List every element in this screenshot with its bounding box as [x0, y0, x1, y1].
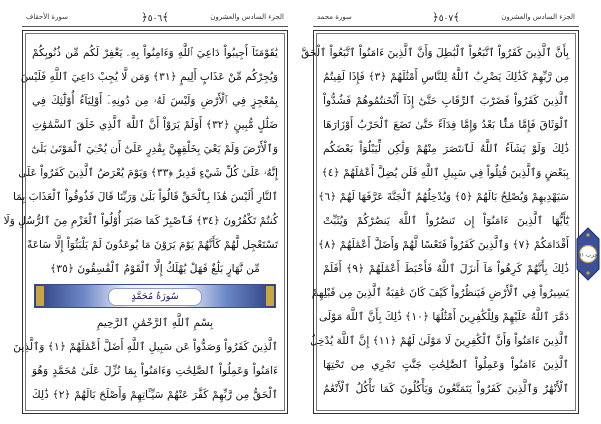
text-line: ءَامَنُواْ وَعَمِلُواْ ٱلصَّٰلِحَٰتِ وَءَامَنُواْ بِمَا نُزِّلَ عَلَىٰ مُحَمَّدٍ وَهُوَ — [32, 365, 278, 377]
text-line: أَقْدَامَكُمْ ﴿٧﴾ وَٱلَّذِينَ كَفَرُواْ فَتَعْسًا لَّهُمْ وَأَضَلَّ أَعْمَٰلَهُمْ ﴿٨﴾ — [318, 239, 569, 251]
text-line: كُنتُمْ تَكْفُرُونَ ﴿٣٤﴾ فَٱصْبِرْ كَمَا صَبَرَ أُوْلُواْ ٱلْعَزْمِ مِنَ ٱلرُّسُلِ وَلَا — [3, 215, 278, 227]
left-page-header — [22, 8, 288, 30]
left-header-surah: سورة الأحقاف — [26, 13, 68, 21]
text-line: تَسْتَعْجِل لَّهُمْ كَأَنَّهُمْ يَوْمَ يَرَوْنَ مَا يُوعَدُونَ لَمْ يَلْبَثُوٓاْ إِلَّا سَاعَةً — [27, 239, 278, 251]
right-page-number: ﴿٥٠٧﴾ — [432, 11, 460, 24]
left-text-block — [3, 41, 278, 407]
surah-title: سُورَةُ مُحَمَّدٍ — [108, 288, 202, 306]
text-line: دَمَّرَ ٱللَّهُ عَلَيْهِمْ وَلِلْكَٰفِرِينَ أَمْثَٰلُهَا ﴿١٠﴾ ذَٰلِكَ بِأَنَّ ٱللَّهَ مَوْلَى — [319, 311, 569, 323]
left-page-number: ﴿٥٠٦﴾ — [141, 11, 169, 24]
text-line: إِنَّهُۥ عَلَىٰ كُلِّ شَيْءٍ قَدِيرٌ ﴿٣٣﴾ وَيَوْمَ يُعْرَضُ ٱلَّذِينَ كَفَرُواْ عَلَى — [18, 167, 278, 179]
left-header-juz: الجزء السادس والعشرون — [210, 13, 284, 21]
text-line: يَٰقَوْمَنَآ أَجِيبُواْ دَاعِيَ ٱللَّهِ وَءَامِنُواْ بِهِۦ يَغْفِرْ لَكُم مِّن ذُنُوبِكُمْ — [32, 47, 278, 59]
medallion-dot — [586, 233, 589, 236]
medallion-dot — [586, 271, 589, 274]
left-page — [3, 8, 288, 414]
text-line: مِن رَّبِّهِمْ كَذَٰلِكَ يَضْرِبُ ٱللَّهُ لِلنَّاسِ أَمْثَٰلَهُمْ ﴿٣﴾ فَإِذَا لَقِيتُمُ — [323, 71, 569, 83]
text-line: مِّن نَّهَارٍ بَلَٰغٌ فَهَلْ يُهْلَكُ إِلَّا ٱلْقَوْمُ ٱلْفَٰسِقُونَ ﴿٣٥﴾ — [50, 263, 260, 275]
text-line: ٱلْحَقُّ مِن رَّبِّهِمْ كَفَّرَ عَنْهُمْ سَيِّـَٔاتِهِمْ وَأَصْلَحَ بَالَهُمْ ﴿٢﴾ ذَٰلِكَ — [32, 389, 278, 401]
text-line: ضَلَٰلٍ مُّبِينٍ ﴿٣٢﴾ أَوَلَمْ يَرَوْاْ أَنَّ ٱللَّهَ ٱلَّذِي خَلَقَ ٱلسَّمَٰوَٰتِ — [32, 119, 278, 131]
text-line: ٱلَّذِينَ كَفَرُواْ فَضَرْبَ ٱلرِّقَابِ حَتَّىٰٓ إِذَآ أَثْخَنتُمُوهُمْ فَشُدُّواْ — [323, 95, 569, 107]
text-line: ٱلَّذِينَ ءَامَنُواْ وَأَنَّ ٱلْكَٰفِرِينَ لَا مَوْلَىٰ لَهُمْ ﴿١١﴾ إِنَّ ٱللَّهَ يُدْخِلُ — [310, 335, 569, 347]
right-header-surah: سورة محمد — [317, 13, 352, 21]
banner-ornament — [36, 286, 44, 306]
surah-banner — [34, 284, 276, 308]
right-page — [301, 8, 579, 414]
hizb-label: حزب ٥١ — [578, 252, 598, 259]
left-text-frame — [3, 30, 288, 414]
header-rule — [313, 26, 579, 27]
banner-ornament — [266, 286, 274, 306]
text-line: ٱلَّذِينَ ءَامَنُواْ وَعَمِلُواْ ٱلصَّٰلِحَٰتِ جَنَّٰتٍ تَجْرِي مِن تَحْتِهَا — [323, 359, 569, 371]
right-page-header — [313, 8, 579, 30]
text-line: بِأَنَّ ٱلَّذِينَ كَفَرُواْ ٱتَّبَعُواْ ٱلْبَٰطِلَ وَأَنَّ ٱلَّذِينَ ءَامَنُواْ ٱتَّبَعُواْ ٱلْحَقَّ — [301, 47, 569, 59]
text-line: سَيَهْدِيهِمْ وَيُصْلِحُ بَالَهُمْ ﴿٥﴾ وَيُدْخِلُهُمُ ٱلْجَنَّةَ عَرَّفَهَا لَهُمْ ﴿٦﴾ — [318, 191, 569, 203]
text-line: ٱلَّذِينَ كَفَرُواْ وَصَدُّواْ عَن سَبِيلِ ٱللَّهِ أَضَلَّ أَعْمَٰلَهُمْ ﴿١﴾ وَٱلَّذِينَ — [13, 341, 278, 353]
right-header-juz: الجزء السادس والعشرون — [501, 13, 575, 21]
text-line: بِمُعْجِزٍ فِي ٱلْأَرْضِ وَلَيْسَ لَهُۥ مِن دُونِهِۦٓ أَوْلِيَآءُ أُوْلَٰٓئِكَ فِي — [32, 95, 278, 107]
basmala: بِسْمِ ٱللَّهِ ٱلرَّحْمَٰنِ ٱلرَّحِيمِ — [96, 317, 214, 329]
hizb-medallion — [575, 227, 601, 281]
right-text-block — [301, 41, 570, 401]
text-line: ٱلْوَثَاقَ فَإِمَّا مَنًّۢا بَعْدُ وَإِمَّا فِدَآءً حَتَّىٰ تَضَعَ ٱلْحَرْبُ أَوْزَارَهَا — [323, 119, 569, 131]
text-line: ذَٰلِكَ بِأَنَّهُمْ كَرِهُواْ مَآ أَنزَلَ ٱللَّهُ فَأَحْبَطَ أَعْمَٰلَهُمْ ﴿٩﴾ أَفَلَمْ — [323, 263, 570, 275]
text-line: ٱلْأَنْهَٰرُ وَٱلَّذِينَ كَفَرُواْ يَتَمَتَّعُونَ وَيَأْكُلُونَ كَمَا تَأْكُلُ ٱلْأَنْعَٰمُ — [323, 383, 569, 395]
text-line: ذَٰلِكَ وَلَوْ يَشَآءُ ٱللَّهُ لَٱنتَصَرَ مِنْهُمْ وَلَٰكِن لِّيَبْلُوَاْ بَعْضَكُم — [323, 143, 569, 155]
right-text-frame — [301, 30, 579, 414]
text-line: يَسِيرُواْ فِي ٱلْأَرْضِ فَيَنظُرُواْ كَيْفَ كَانَ عَٰقِبَةُ ٱلَّذِينَ مِن قَبْلِهِمْ — [311, 287, 569, 299]
text-line: ٱلنَّارِ أَلَيْسَ هَٰذَا بِٱلْحَقِّ قَالُواْ بَلَىٰ وَرَبِّنَا قَالَ فَذُوقُواْ ٱلْعَذَابَ بِمَا — [12, 191, 278, 203]
text-line: يَٰٓأَيُّهَا ٱلَّذِينَ ءَامَنُوٓاْ إِن تَنصُرُواْ ٱللَّهَ يَنصُرْكُمْ وَيُثَبِّتْ — [323, 215, 569, 227]
header-rule — [22, 26, 288, 27]
text-line: بِبَعْضٍ وَٱلَّذِينَ قُتِلُواْ فِي سَبِيلِ ٱللَّهِ فَلَن يُضِلَّ أَعْمَٰلَهُمْ ﴿٤﴾ — [321, 167, 569, 179]
text-line: وَٱلْأَرْضَ وَلَمْ يَعْيَ بِخَلْقِهِنَّ بِقَٰدِرٍ عَلَىٰٓ أَن يُحْـِۧيَ ٱلْمَوْتَىٰ بَلَىٰٓ — [31, 143, 278, 155]
text-line: وَيُجِرْكُم مِّنْ عَذَابٍ أَلِيمٍ ﴿٣١﴾ وَمَن لَّا يُجِبْ دَاعِيَ ٱللَّهِ فَلَيْسَ — [20, 71, 278, 83]
